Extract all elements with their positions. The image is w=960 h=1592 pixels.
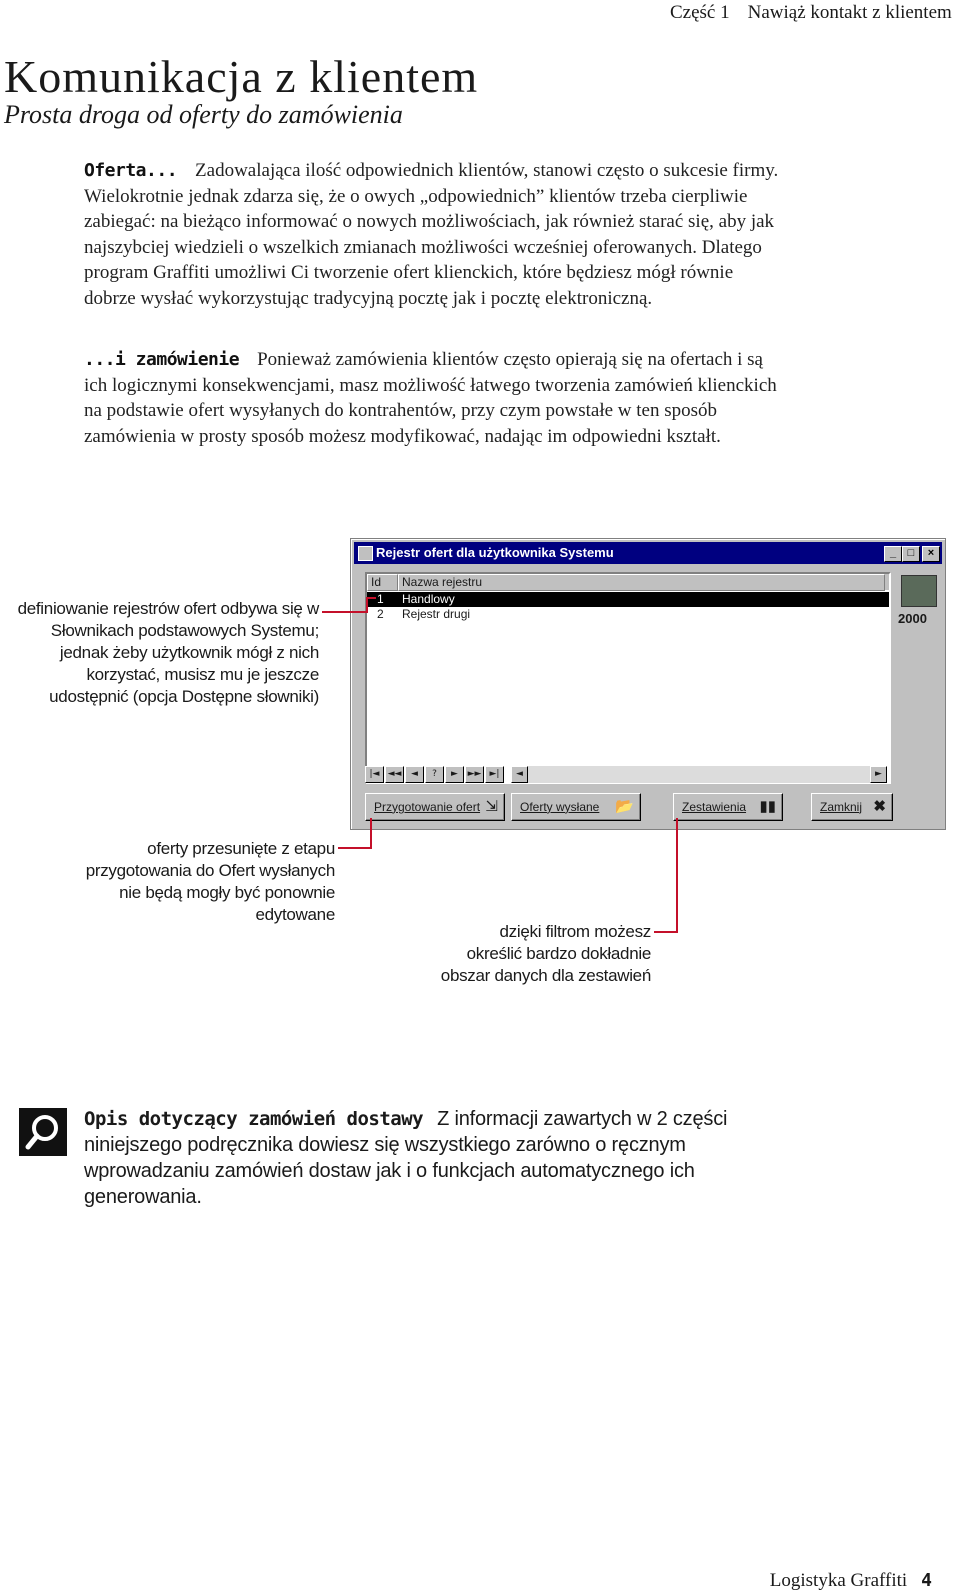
maximize-icon[interactable]: □	[902, 546, 920, 562]
sent-offers-label: Oferty wysłane	[520, 800, 600, 814]
list-header	[367, 574, 889, 590]
sent-offers-button[interactable]	[511, 793, 641, 821]
record-navigator	[365, 766, 505, 783]
page-subtitle: Prosta droga od oferty do zamówienia	[4, 100, 403, 129]
row-name: Rejestr drugi	[402, 607, 471, 621]
horizontal-scrollbar[interactable]	[511, 766, 887, 783]
row-name: Handlowy	[402, 592, 455, 606]
column-name[interactable]: Nazwa rejestru	[398, 574, 885, 591]
paragraph-offer	[84, 158, 784, 311]
header-section: Nawiąż kontakt z klientem	[747, 2, 952, 23]
minimize-icon[interactable]: _	[884, 546, 902, 562]
footer-book-title: Logistyka Graffiti	[769, 1570, 908, 1591]
paragraph-offer-text: Zadowalająca ilość odpowiednich klientów, stanowi często o sukcesie firmy. Wielokrotnie jednak zdarza się, że o owych „odpowiednich” klientów trzeba cierpliwie zabiegać: na bieżąco informować o nowych możliwościach, jak również starać się, aby jak najszybciej wiedzieli o wszelkich zmianach możliwości wcześniej oferowanych. Dlatego program Graffiti umożliwi Ci tworzenie ofert klienckich, które będziesz mógł równie dobrze wysłać wykorzystując tradycyjną pocztę jak i pocztę elektroniczną.	[84, 160, 779, 309]
register-window	[350, 538, 946, 830]
paragraph-order	[84, 347, 784, 449]
tip-box	[84, 1106, 804, 1210]
reports-label: Zestawienia	[682, 800, 747, 814]
list-row[interactable]	[367, 607, 889, 622]
prev-record-icon[interactable]: ◄	[405, 766, 424, 783]
running-header	[670, 2, 952, 24]
callout-line	[322, 611, 368, 613]
prepare-offers-label: Przygotowanie ofert	[374, 800, 481, 814]
window-title: Rejestr ofert dla użytkownika Systemu	[376, 545, 614, 560]
callout-line	[676, 818, 678, 932]
computer-icon	[901, 575, 937, 607]
page-title: Komunikacja z klientem	[4, 51, 479, 102]
tip-lead: Opis dotyczący zamówień dostawy	[84, 1108, 424, 1130]
scroll-left-icon[interactable]: ◄	[511, 766, 528, 783]
window-icon	[358, 546, 373, 561]
note-filters: dzięki filtrom możesz określić bardzo dokładnie obszar danych dla zestawień	[440, 922, 651, 985]
row-id: 1	[377, 592, 384, 606]
scroll-right-icon[interactable]: ►	[870, 766, 887, 783]
page-footer	[770, 1570, 932, 1592]
column-id[interactable]: Id	[367, 574, 398, 591]
last-record-icon[interactable]: ►|	[485, 766, 504, 783]
row-id: 2	[377, 607, 384, 621]
header-part: Część 1	[670, 2, 730, 23]
register-list[interactable]	[365, 572, 891, 784]
prev-page-icon[interactable]: ◄◄	[385, 766, 404, 783]
paragraph-offer-lead: Oferta...	[84, 160, 178, 181]
next-record-icon[interactable]: ►	[445, 766, 464, 783]
first-record-icon[interactable]: |◄	[365, 766, 384, 783]
chart-icon: ▮▮	[759, 798, 776, 815]
close-x-icon: ✖	[873, 798, 886, 815]
window-titlebar[interactable]	[354, 542, 942, 564]
help-icon[interactable]: ?	[425, 766, 444, 783]
folder-icon: 📂	[615, 798, 634, 815]
paragraph-order-text: Ponieważ zamówienia klientów często opierają się na ofertach i są ich logicznymi konsekwencjami, masz możliwość łatwego tworzenia zamówień klienckich na podstawie ofert wysyłanych do kontrahentów, przy czym powstałe w ten sposób zamówienia w prosty sposób możesz modyfikować, nadając im odpowiedni kształt.	[84, 349, 777, 447]
prepare-icon: ⇲	[485, 798, 498, 815]
callout-line	[338, 847, 372, 849]
callout-line	[366, 597, 368, 613]
tip-text: Z informacji zawartych w 2 części niniejszego podręcznika dowiesz się wszystkiego zarówno o ręcznym wprowadzaniu zamówień dostaw jak i o funkcjach automatycznego ich generowania.	[84, 1108, 728, 1208]
close-button[interactable]	[811, 793, 893, 821]
prepare-offers-button[interactable]	[365, 793, 505, 821]
callout-line	[366, 597, 376, 599]
version-label: 2000	[898, 611, 927, 626]
magnifier-icon	[19, 1108, 67, 1156]
next-page-icon[interactable]: ►►	[465, 766, 484, 783]
note-sent-offers: oferty przesunięte z etapu przygotowania do Ofert wysłanych nie będą mogły być ponownie edytowane	[85, 839, 335, 924]
close-icon[interactable]: ×	[922, 546, 940, 562]
list-row[interactable]	[367, 592, 889, 607]
note-registers: definiowanie rejestrów ofert odbywa się w Słownikach podstawowych Systemu; jednak żeby użytkownik mógł z nich korzystać, musisz mu je jeszcze udostępnić (opcja Dostępne słowniki)	[17, 599, 319, 706]
page-number: 4	[921, 1570, 932, 1591]
callout-line	[370, 818, 372, 848]
paragraph-order-lead: ...i zamówienie	[84, 349, 240, 370]
callout-line	[654, 931, 678, 933]
close-label: Zamknij	[820, 800, 863, 814]
reports-button[interactable]	[673, 793, 783, 821]
